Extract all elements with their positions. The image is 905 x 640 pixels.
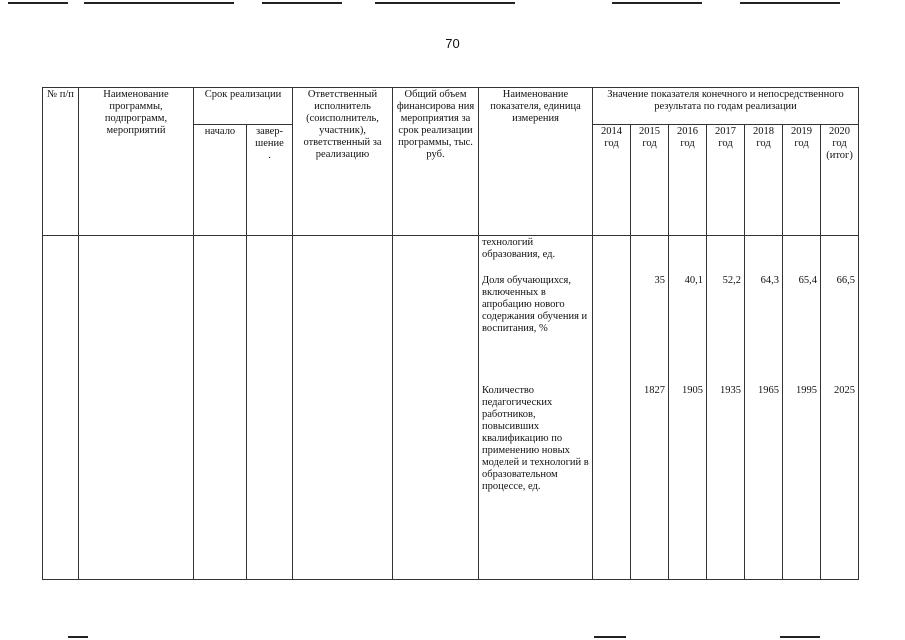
indicator-text: Доля обучающихся, включенных в апробацию нового содержания обучения и воспитания, % xyxy=(482,275,588,334)
year-label: 2017 xyxy=(715,126,737,137)
header-row-1 xyxy=(43,88,859,125)
cell-values-2020 xyxy=(821,236,859,580)
year-sub: год xyxy=(680,138,695,149)
cell-start xyxy=(194,236,247,580)
indicator-text: Количество педагогических работников, повысивших квалификацию по применению новых моделей и технологий в образовательном процессе, ед. xyxy=(482,385,589,492)
header-year-2015 xyxy=(631,125,669,236)
cell-indicators xyxy=(479,236,593,580)
header-start-label: начало xyxy=(204,126,236,137)
scan-edge-top-4 xyxy=(612,2,702,4)
value-cell xyxy=(595,275,627,385)
value-cell: 64,3 xyxy=(760,275,780,286)
year-sub: год xyxy=(756,138,771,149)
header-end xyxy=(247,125,293,236)
program-table xyxy=(42,87,859,580)
indicator-text: технологий образования, ед. xyxy=(482,237,556,260)
cell-end xyxy=(247,236,293,580)
header-name: Наименование программы, подпрограмм, мероприятий xyxy=(79,88,194,236)
cell-values-2014 xyxy=(593,236,631,580)
year-sub: год xyxy=(604,138,619,149)
year-label: 2016 xyxy=(677,126,699,137)
value-cell: 65,4 xyxy=(798,275,818,286)
header-end-mark: . xyxy=(268,150,271,161)
header-funding: Общий объем финансирова ния мероприятия за срок реализации программы, тыс. руб. xyxy=(393,88,479,236)
value-cell xyxy=(633,237,665,275)
year-label: 2018 xyxy=(753,126,775,137)
year-label: 2014 xyxy=(601,126,623,137)
value-cell: 1827 xyxy=(644,385,666,396)
value-cell: 1905 xyxy=(682,385,704,396)
cell-values-2019 xyxy=(783,236,821,580)
value-cell: 2025 xyxy=(834,385,856,396)
value-cell: 66,5 xyxy=(836,275,856,286)
value-cell xyxy=(785,237,817,275)
value-cell xyxy=(823,237,855,275)
value-cell: 1995 xyxy=(796,385,818,396)
header-year-2019 xyxy=(783,125,821,236)
value-cell xyxy=(595,237,627,275)
scan-edge-top-3 xyxy=(375,2,515,4)
header-num: № п/п xyxy=(43,88,79,236)
cell-values-2016 xyxy=(669,236,707,580)
table-row xyxy=(43,236,859,580)
header-year-2017 xyxy=(707,125,745,236)
header-year-2018 xyxy=(745,125,783,236)
header-period: Срок реализации xyxy=(194,88,293,125)
scan-edge-top-5 xyxy=(740,2,840,4)
cell-values-2018 xyxy=(745,236,783,580)
value-cell: 1965 xyxy=(758,385,780,396)
scan-edge-bottom-1 xyxy=(68,636,88,638)
scan-edge-top-1 xyxy=(84,2,234,4)
year-label: 2015 xyxy=(639,126,661,137)
cell-values-2015 xyxy=(631,236,669,580)
cell-values-2017 xyxy=(707,236,745,580)
year-sub: год xyxy=(718,138,733,149)
value-cell: 52,2 xyxy=(722,275,742,286)
cell-name xyxy=(79,236,194,580)
scan-edge-bottom-2 xyxy=(594,636,626,638)
value-cell xyxy=(709,237,741,275)
year-sub: год (итог) xyxy=(826,138,853,161)
year-label: 2019 xyxy=(791,126,813,137)
header-values-title: Значение показателя конечного и непосредственного результата по годам реализации xyxy=(593,88,859,125)
year-label: 2020 xyxy=(829,126,851,137)
value-cell xyxy=(671,237,703,275)
value-cell: 40,1 xyxy=(684,275,704,286)
scan-edge-top-left xyxy=(8,2,68,4)
value-cell: 35 xyxy=(654,275,666,286)
value-cell xyxy=(747,237,779,275)
header-start xyxy=(194,125,247,236)
scan-edge-top-2 xyxy=(262,2,342,4)
scan-edge-bottom-3 xyxy=(780,636,820,638)
cell-responsible xyxy=(293,236,393,580)
year-sub: год xyxy=(794,138,809,149)
header-year-2020 xyxy=(821,125,859,236)
header-year-2016 xyxy=(669,125,707,236)
header-responsible: Ответственный исполнитель (соисполнитель, участник), ответственный за реализацию xyxy=(293,88,393,236)
page-number: 70 xyxy=(445,36,460,51)
cell-num xyxy=(43,236,79,580)
year-sub: год xyxy=(642,138,657,149)
header-indicator: Наименование показателя, единица измерения xyxy=(479,88,593,236)
header-year-2014 xyxy=(593,125,631,236)
cell-funding xyxy=(393,236,479,580)
value-cell: 1935 xyxy=(720,385,742,396)
header-end-label: завер-шение xyxy=(255,126,284,149)
